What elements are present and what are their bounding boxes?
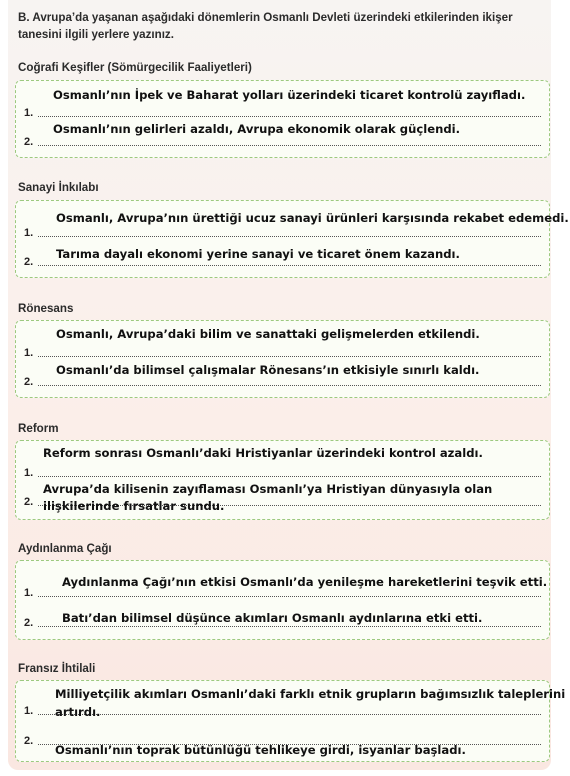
section-title-cografi-kesifler: Coğrafi Keşifler (Sömürgecilik Faaliyetleri) <box>18 61 252 74</box>
answer-text: ilişkilerinde fırsatlar sundu. <box>43 499 225 513</box>
section-title-aydinlanma-cagi: Aydınlanma Çağı <box>18 542 112 555</box>
answer-number: 1. <box>24 347 34 359</box>
section-title-reform: Reform <box>18 422 59 435</box>
answer-line-1[interactable] <box>24 459 541 479</box>
dotted-line <box>38 714 541 715</box>
answer-box-fransiz-ihtilali <box>15 680 566 762</box>
answer-number: 2. <box>24 496 34 508</box>
answer-number: 2. <box>24 256 34 268</box>
dotted-line <box>38 236 541 237</box>
answer-text: Batı’dan bilimsel düşünce akımları Osmanlı aydınlarına etki etti. <box>62 611 483 625</box>
answer-text: Osmanlı, Avrupa’daki bilim ve sanattaki gelişmelerden etkilendi. <box>56 327 480 341</box>
answer-box-ronesans <box>15 320 550 398</box>
answer-text: Osmanlı’nın İpek ve Baharat yolları üzerindeki ticaret kontrolü zayıfladı. <box>53 88 526 102</box>
section-title-ronesans: Rönesans <box>18 302 74 315</box>
instruction-text: B. Avrupa’da yaşanan aşağıdaki dönemlerin Osmanlı Devleti üzerindeki etkilerinden ikişer tanesini ilgili yerlere yazınız. <box>18 11 513 41</box>
answer-text: Avrupa’da kilisenin zayıflaması Osmanlı’ya Hristiyan dünyasıyla olan <box>43 482 493 496</box>
answer-number: 2. <box>24 617 34 629</box>
answer-number: 1. <box>24 467 34 479</box>
dotted-line <box>38 356 541 357</box>
answer-text: Aydınlanma Çağı’nın etkisi Osmanlı’da yenileşme hareketlerini teşvik etti. <box>62 575 548 589</box>
answer-number: 1. <box>24 705 34 717</box>
dotted-line <box>38 596 541 597</box>
answer-number: 1. <box>24 107 34 119</box>
answer-number: 1. <box>24 587 34 599</box>
answer-text: Osmanlı’nın gelirleri azaldı, Avrupa ekonomik olarak güçlendi. <box>53 122 460 136</box>
answer-number: 2. <box>24 376 34 388</box>
worksheet-page <box>8 0 569 770</box>
dotted-line <box>38 116 541 117</box>
dotted-line <box>38 476 541 477</box>
dotted-line <box>38 385 541 386</box>
answer-box-cografi-kesifler <box>15 80 550 158</box>
answer-text: Osmanlı, Avrupa’nın ürettiği ucuz sanayi ürünleri karşısında rekabet edemedi. <box>56 211 569 225</box>
answer-box-reform <box>15 440 550 520</box>
answer-text: Osmanlı’da bilimsel çalışmalar Rönesans’ın etkisiyle sınırlı kaldı. <box>56 363 480 377</box>
answer-text: artırdı. <box>55 705 101 719</box>
answer-text: Milliyetçilik akımları Osmanlı’daki farklı etnik grupların bağımsızlık taleplerini <box>55 687 566 701</box>
answer-number: 2. <box>24 735 34 747</box>
answer-number: 1. <box>24 227 34 239</box>
answer-text: Osmanlı’nın toprak bütünlüğü tehlikeye girdi, isyanlar başladı. <box>55 743 466 757</box>
dotted-line <box>38 626 541 627</box>
answer-line-1[interactable] <box>24 339 541 359</box>
answer-number: 2. <box>24 136 34 148</box>
dotted-line <box>38 145 541 146</box>
answer-box-sanayi-inkilabi <box>15 200 569 278</box>
answer-box-aydinlanma-cagi <box>15 560 550 640</box>
section-title-fransiz-ihtilali: Fransız İhtilali <box>18 662 96 675</box>
answer-text: Tarıma dayalı ekonomi yerine sanayi ve ticaret önem kazandı. <box>56 247 460 261</box>
answer-text: Reform sonrası Osmanlı’daki Hristiyanlar üzerindeki kontrol azaldı. <box>43 446 483 460</box>
dotted-line <box>38 265 541 266</box>
section-title-sanayi-inkilabi: Sanayi İnkılabı <box>18 181 99 194</box>
